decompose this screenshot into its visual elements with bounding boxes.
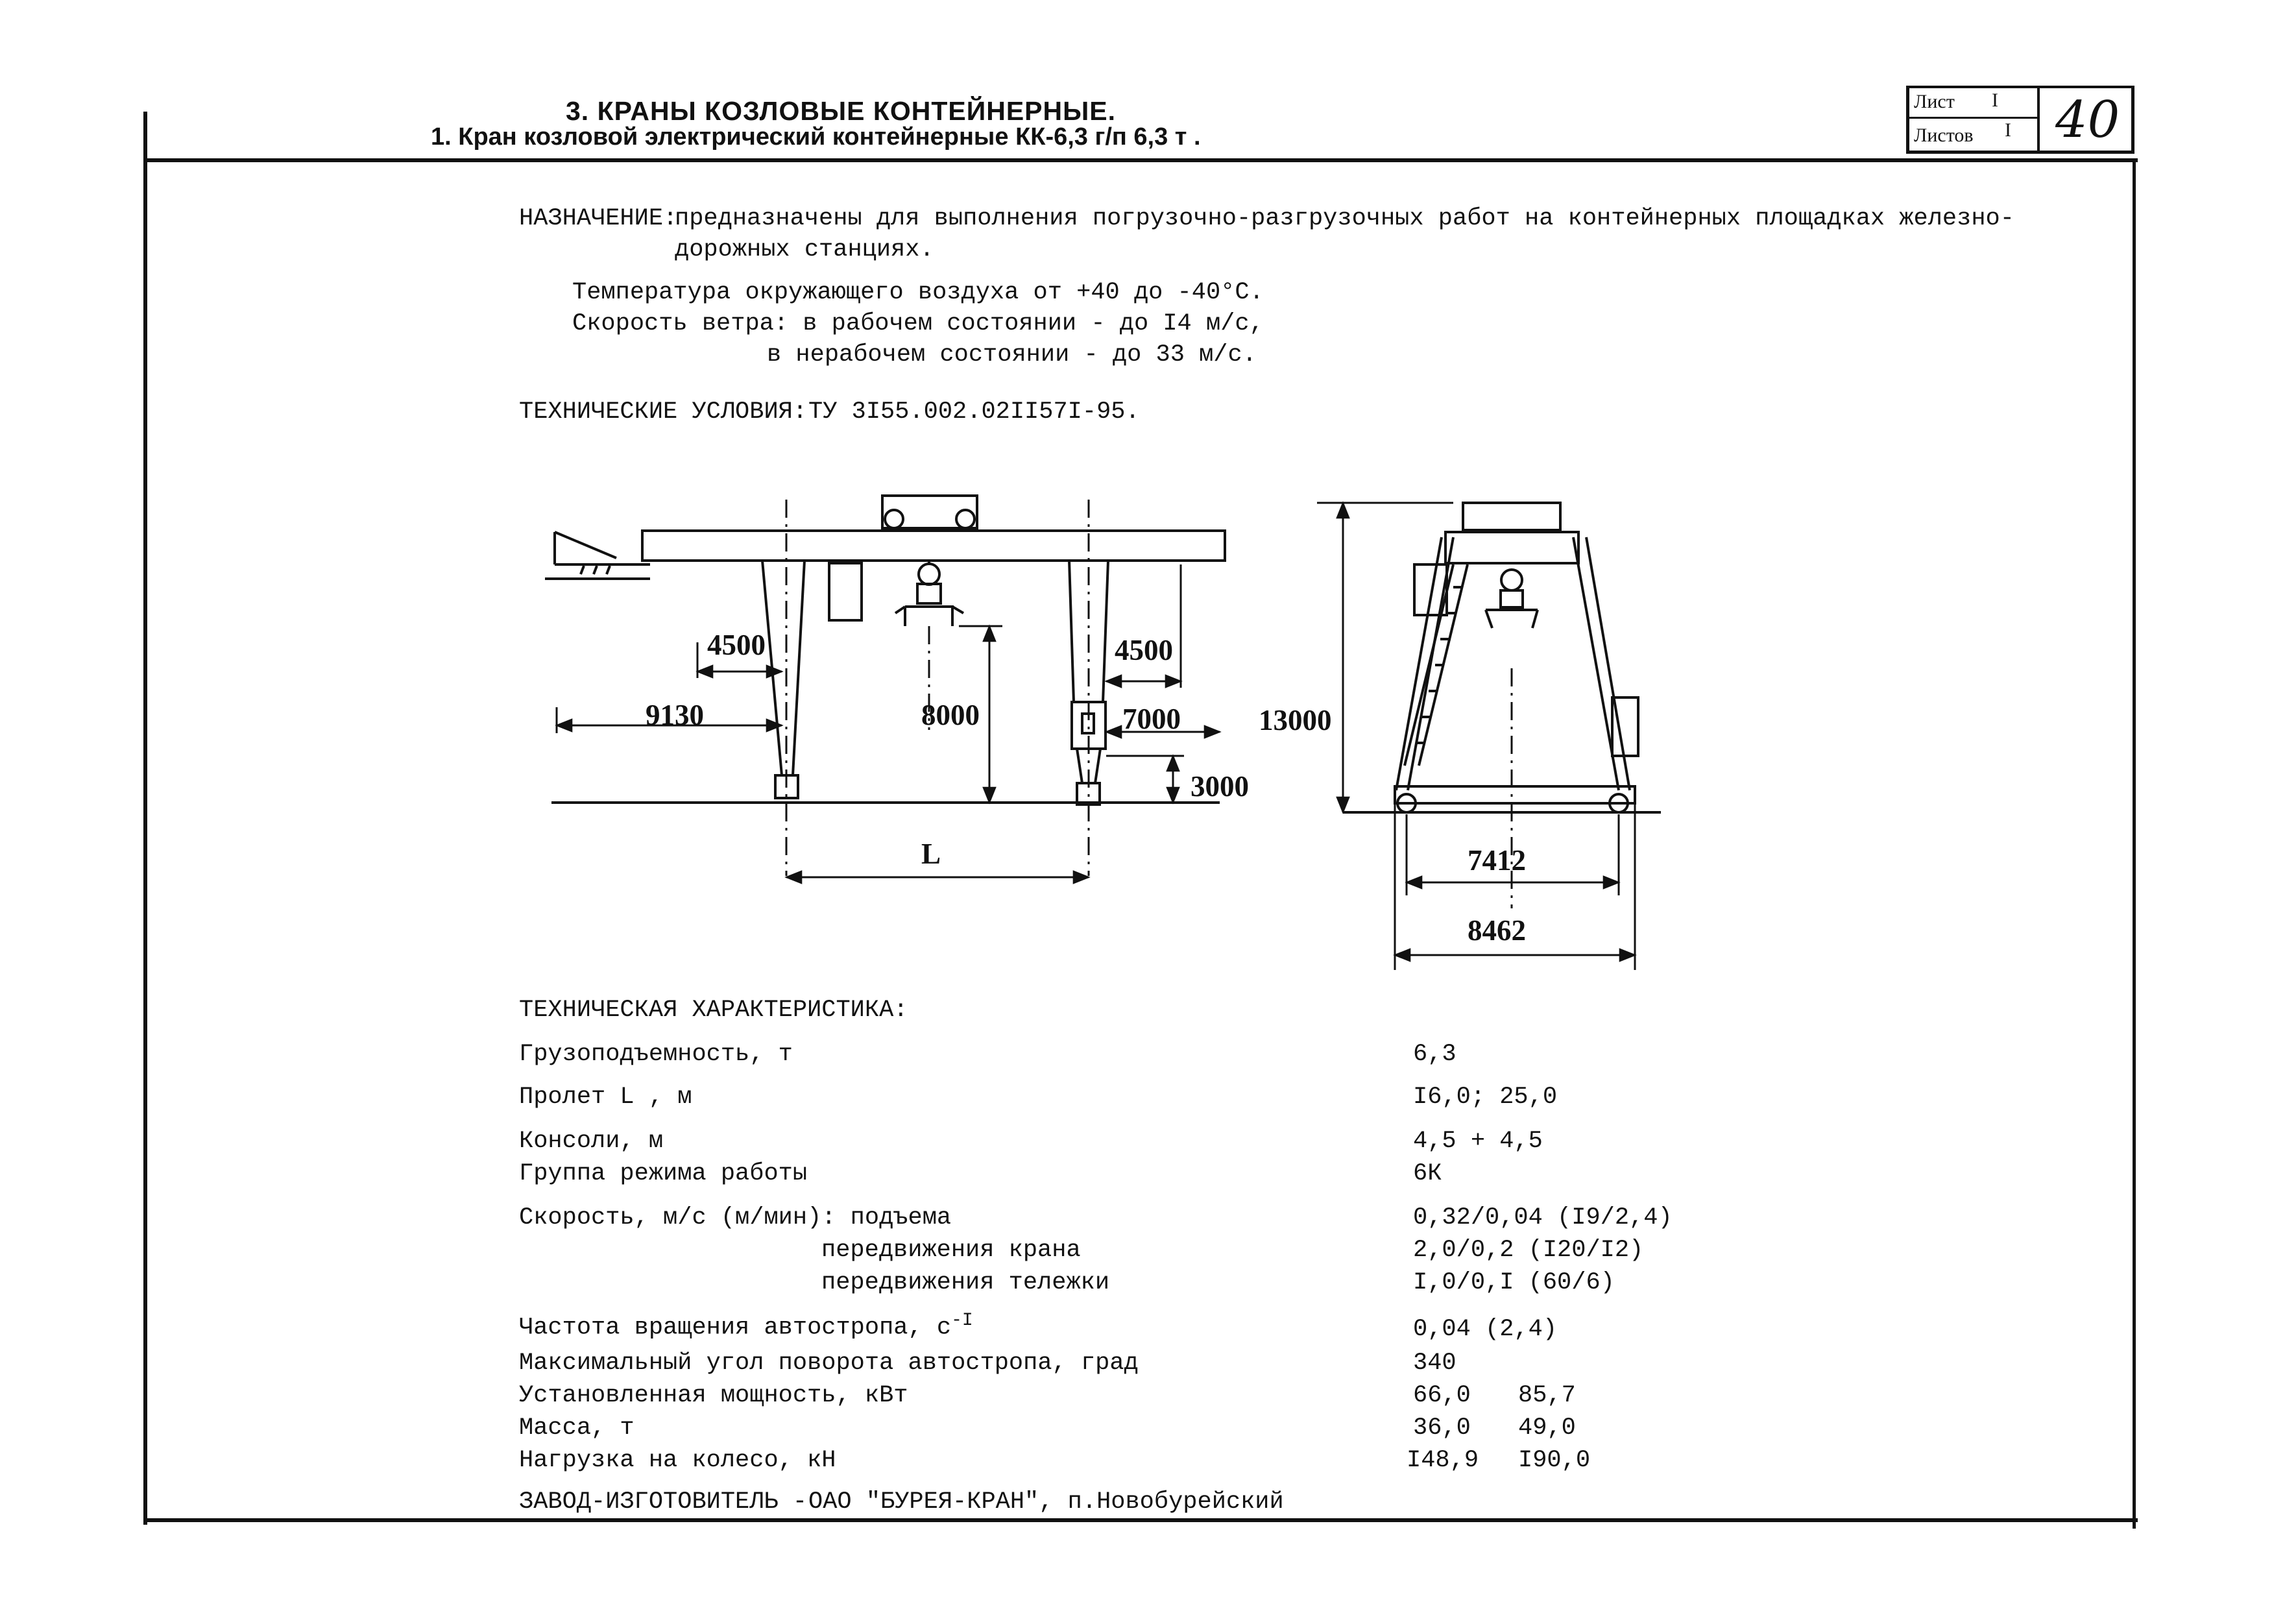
main-girder (642, 531, 1225, 561)
speed-crane-label: передвижения крана (821, 1237, 1081, 1264)
purpose-line-2: дорожных станциях. (675, 236, 934, 263)
rotation-angle-value: 340 (1413, 1350, 1457, 1377)
power-label: Установленная мощность, кВт (519, 1382, 908, 1409)
power-value-1: 66,0 (1413, 1382, 1471, 1409)
purpose-line-1: предназначены для выполнения погрузочно-разгрузочных работ на контейнерных площадках железно- (675, 205, 2014, 232)
mass-value-1: 36,0 (1413, 1414, 1471, 1442)
speed-lift-label: Скорость, м/с (м/мин): подъема (519, 1204, 952, 1231)
speed-trolley-value: I,0/0,I (60/6) (1413, 1269, 1615, 1296)
consoles-label: Консоли, м (519, 1128, 664, 1155)
dim-label-3000: 3000 (1191, 770, 1249, 803)
duty-group-label: Группа режима работы (519, 1160, 808, 1187)
span-label: Пролет L , м (519, 1084, 692, 1111)
wheel-load-label: Нагрузка на колесо, кН (519, 1447, 836, 1474)
power-value-2: 85,7 (1518, 1382, 1576, 1409)
wheel-load-value-1: I48,9 (1407, 1447, 1479, 1474)
left-leg (762, 561, 804, 798)
capacity-label: Грузоподъемность, т (519, 1041, 793, 1068)
consoles-value: 4,5 + 4,5 (1413, 1128, 1543, 1155)
wind-idle-text: в нерабочем состоянии - до 33 м/с. (767, 341, 1257, 369)
dim-label-span-L: L (921, 838, 941, 870)
wind-symbol (545, 532, 650, 579)
section-title: 3. КРАНЫ КОЗЛОВЫЕ КОНТЕЙНЕРНЫЕ. (566, 96, 1116, 126)
operator-cabin (829, 563, 862, 620)
duty-group-value: 6К (1413, 1160, 1442, 1187)
speed-crane-value: 2,0/0,2 (I20/I2) (1413, 1237, 1644, 1264)
manufacturer-value: ОАО "БУРЕЯ-КРАН", п.Новобурейский (808, 1488, 1284, 1516)
side-bottom-beam (1395, 786, 1635, 803)
dim-label-8462: 8462 (1468, 914, 1526, 947)
dim-label-13000: 13000 (1259, 704, 1332, 736)
dim-label-9130: 9130 (646, 699, 704, 731)
dim-label-4500-right: 4500 (1115, 634, 1173, 666)
rotation-angle-label: Максимальный угол поворота автостропа, град (519, 1350, 1139, 1377)
tech-conditions-value: ТУ 3I55.002.02II57I-95. (808, 398, 1140, 426)
span-value: I6,0; 25,0 (1413, 1084, 1558, 1111)
dim-label-4500-left: 4500 (707, 629, 766, 661)
capacity-value: 6,3 (1413, 1041, 1457, 1068)
specs-title: ТЕХНИЧЕСКАЯ ХАРАКТЕРИСТИКА: (519, 997, 908, 1024)
temperature-text: Температура окружающего воздуха от +40 до -40°С. (572, 279, 1264, 306)
wind-working-text: Скорость ветра: в рабочем состоянии - до I4 м/с, (572, 310, 1264, 337)
side-spreader (1486, 570, 1538, 628)
sheet-label: Лист (1914, 91, 1955, 112)
document-subtitle: 1. Кран козловой электрический контейнерные КК-6,3 г/п 6,3 т . (431, 123, 1201, 151)
sheets-label: Листов (1914, 125, 1974, 146)
mass-value-2: 49,0 (1518, 1414, 1576, 1442)
speed-trolley-label: передвижения тележки (821, 1269, 1110, 1296)
speed-lift-value: 0,32/0,04 (I9/2,4) (1413, 1204, 1673, 1231)
purpose-label: НАЗНАЧЕНИЕ: (519, 205, 678, 232)
dim-label-7000: 7000 (1122, 703, 1181, 735)
spreader (895, 561, 963, 626)
sheet-value: I (1992, 90, 1998, 111)
page-number: 40 (2055, 91, 2120, 149)
trolley (882, 496, 977, 528)
manufacturer-label: ЗАВОД-ИЗГОТОВИТЕЛЬ - (519, 1488, 808, 1516)
side-trolley (1445, 503, 1578, 563)
dim-label-8000: 8000 (921, 699, 980, 731)
sheets-value: I (2005, 119, 2011, 141)
rotation-freq-value: 0,04 (2,4) (1413, 1316, 1558, 1343)
tech-conditions-label: ТЕХНИЧЕСКИЕ УСЛОВИЯ: (519, 398, 808, 426)
rotation-freq-label: Частота вращения автостропа, $с^{-I}$ (519, 1311, 973, 1342)
rotation-freq-unit-sup: -I (951, 1311, 973, 1331)
mass-label: Масса, т (519, 1414, 635, 1442)
wheel-load-value-2: I90,0 (1518, 1447, 1591, 1474)
dim-label-7412: 7412 (1468, 844, 1526, 877)
